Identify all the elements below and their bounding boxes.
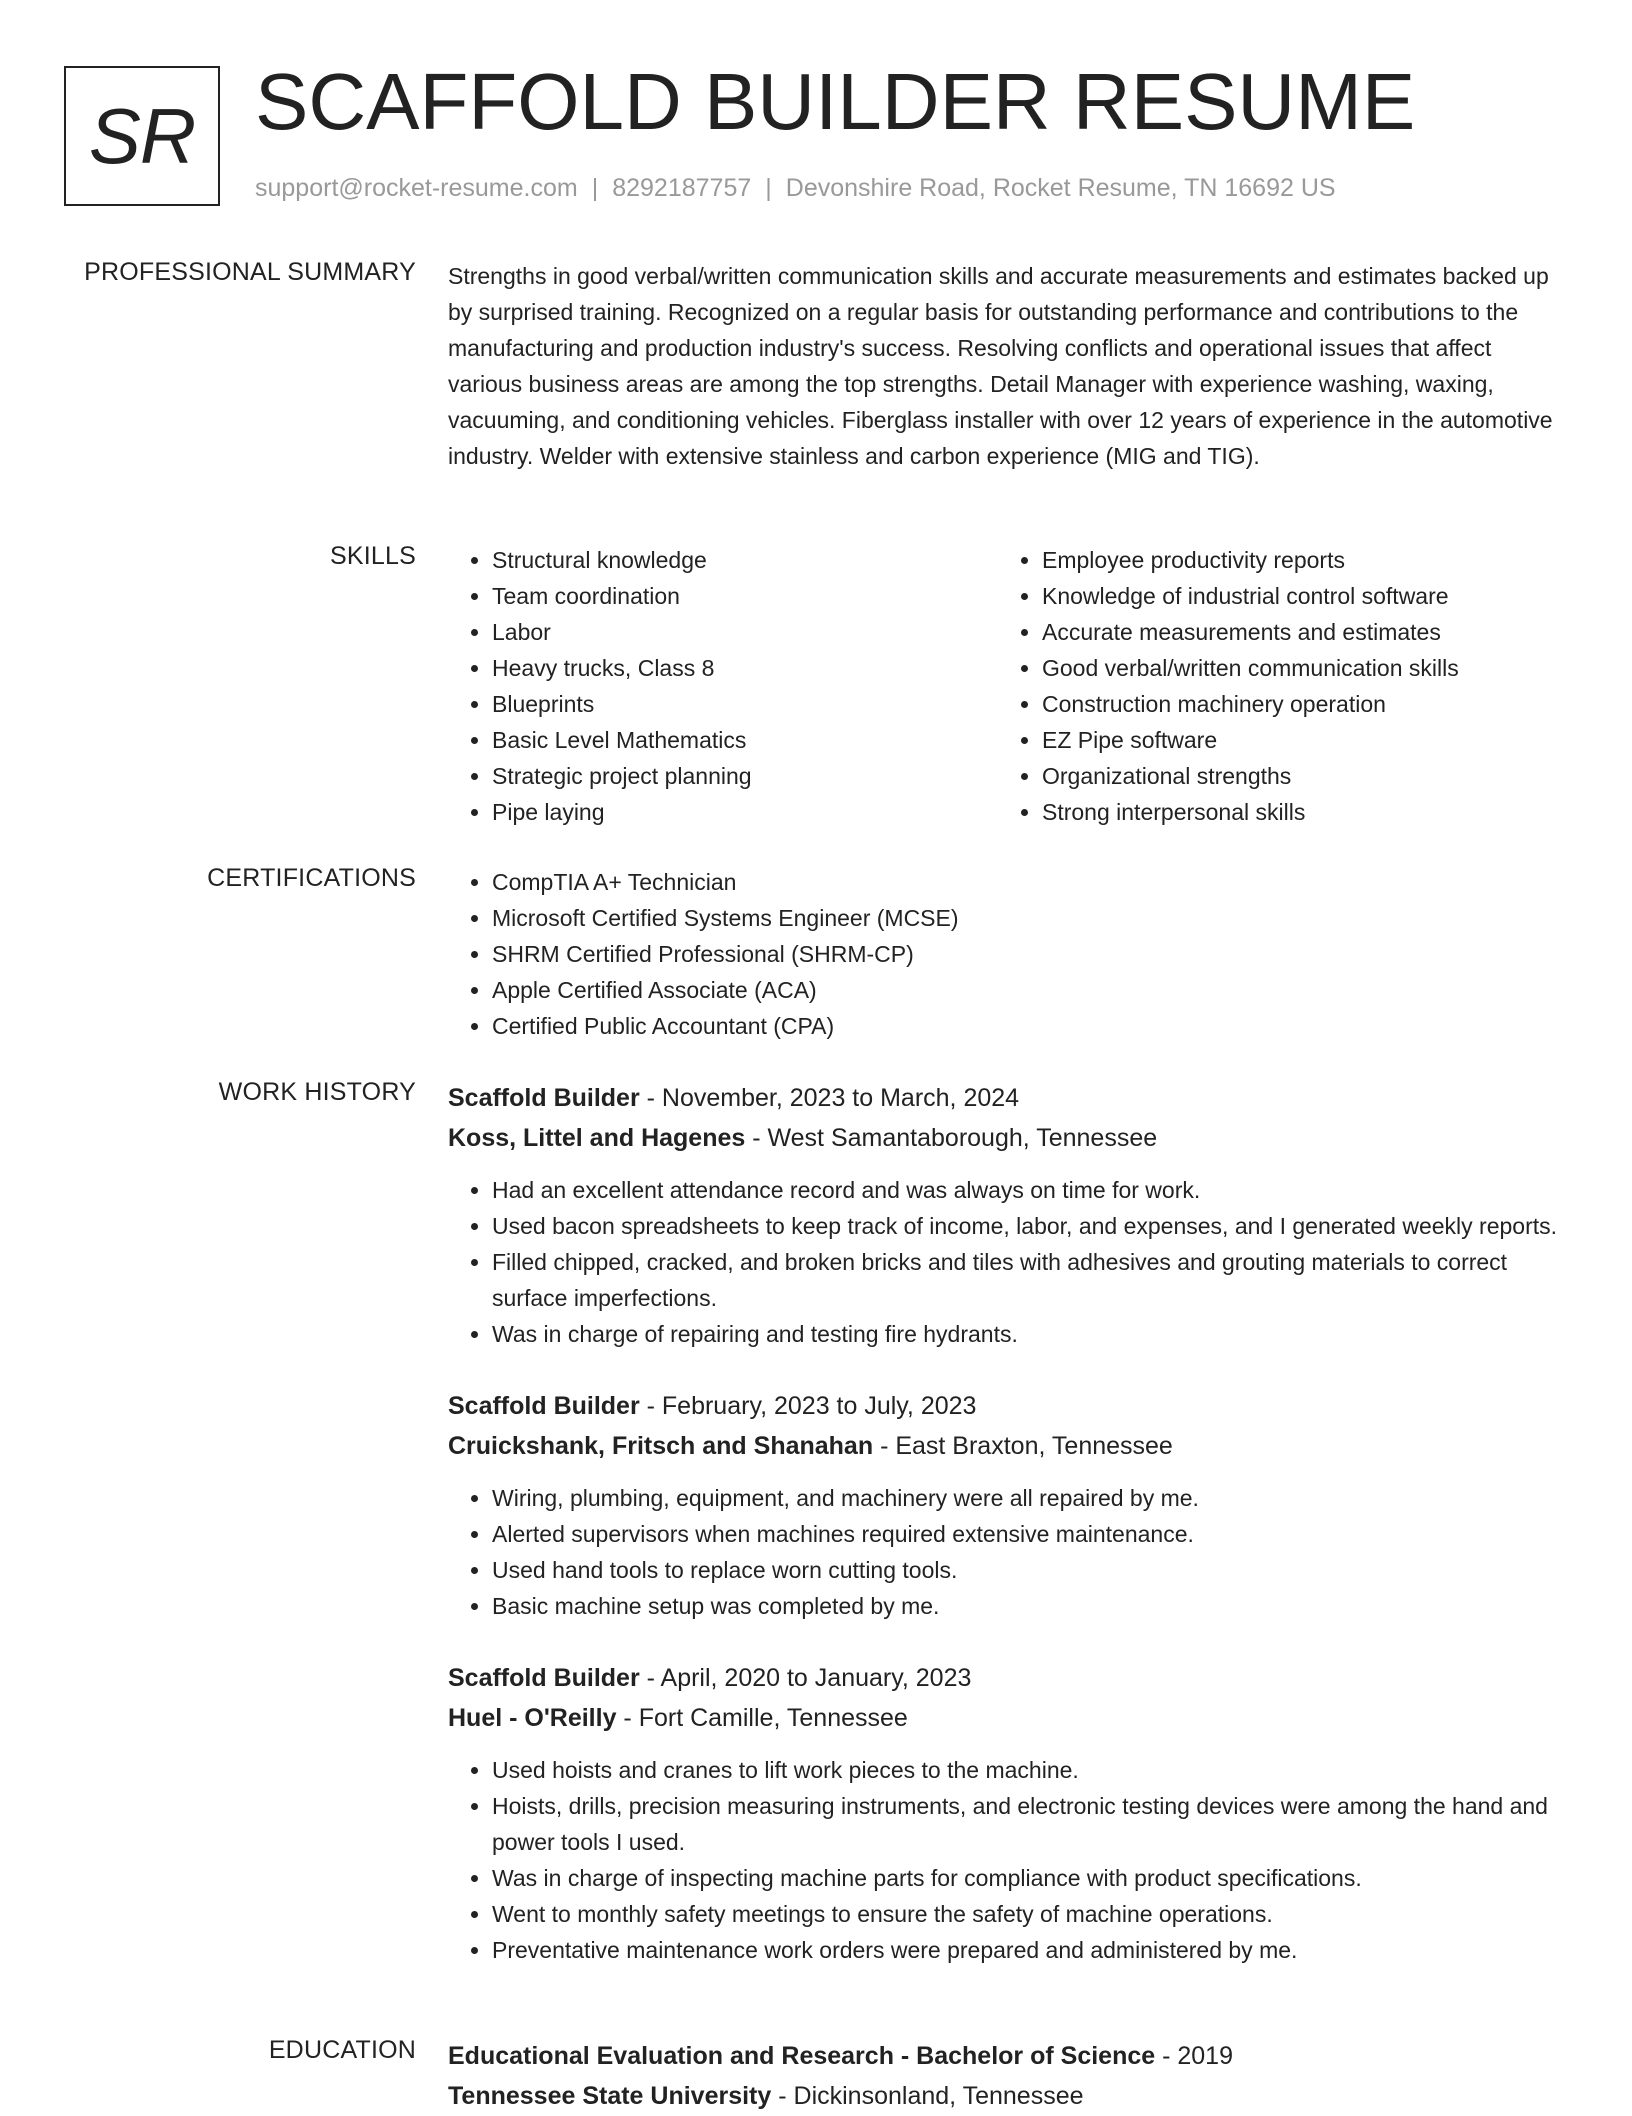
job-title: Scaffold Builder [448, 1392, 640, 1420]
skills-label: SKILLS [330, 542, 416, 570]
job-company: Cruickshank, Fritsch and Shanahan [448, 1432, 874, 1460]
job-title: Scaffold Builder [448, 1084, 640, 1112]
skill-item: • Knowledge of industrial control software [1042, 578, 1548, 614]
skill-item: • Accurate measurements and estimates [1042, 614, 1548, 650]
skill-item: • Strong interpersonal skills [1042, 794, 1548, 830]
contact-address: Devonshire Road, Rocket Resume, TN 16692 US [785, 174, 1336, 202]
certifications-body [448, 864, 1568, 1044]
work-history-body [448, 1078, 1568, 1968]
job-bullet: • Used hoists and cranes to lift work pieces to the machine. [492, 1752, 1568, 1788]
skill-item: • Organizational strengths [1042, 758, 1548, 794]
skill-item: • Team coordination [492, 578, 998, 614]
job-entry [448, 1078, 1568, 1352]
job-bullet: • Filled chipped, cracked, and broken bricks and tiles with adhesives and grouting materials to correct surface imperfections. [492, 1244, 1568, 1316]
certifications-label: CERTIFICATIONS [207, 864, 416, 892]
skill-item: • Good verbal/written communication skills [1042, 650, 1548, 686]
job-company-line [448, 1118, 1568, 1158]
job-title: Scaffold Builder [448, 1664, 640, 1692]
education-degree: Educational Evaluation and Research - Bachelor of Science [448, 2042, 1156, 2070]
resume-title: SCAFFOLD BUILDER RESUME [255, 57, 1416, 146]
summary-text: Strengths in good verbal/written communication skills and accurate measurements and estimates backed up by surprised training. Recognized on a regular basis for outstanding performance and contributions to the manufacturing and production industry's success. Resolving conflicts and operational issues that affect various business areas are among the top strengths. Detail Manager with experience washing, waxing, vacuuming, and conditioning vehicles. Fiberglass installer with over 12 years of experience in the automotive industry. Welder with extensive stainless and carbon experience (MIG and TIG). [448, 263, 1553, 469]
skill-item: • Construction machinery operation [1042, 686, 1548, 722]
skills-column-right [998, 542, 1548, 830]
education-school: Tennessee State University [448, 2082, 772, 2110]
work-history-label: WORK HISTORY [218, 1078, 416, 1106]
skill-item: • Employee productivity reports [1042, 542, 1548, 578]
skill-item: • Heavy trucks, Class 8 [492, 650, 998, 686]
education-school-line [448, 2076, 1568, 2116]
job-location: - East Braxton, Tennessee [873, 1432, 1173, 1460]
certification-item: • Apple Certified Associate (ACA) [492, 972, 1568, 1008]
skills-body [448, 542, 1568, 830]
skill-item: • Structural knowledge [492, 542, 998, 578]
job-bullet: • Used hand tools to replace worn cutting tools. [492, 1552, 1568, 1588]
certification-item: • Microsoft Certified Systems Engineer (MCSE) [492, 900, 1568, 936]
job-bullet: • Hoists, drills, precision measuring instruments, and electronic testing devices were among the hand and power tools I used. [492, 1788, 1568, 1860]
job-bullet: • Basic machine setup was completed by me. [492, 1588, 1568, 1624]
summary-body [448, 258, 1568, 474]
certification-item: • CompTIA A+ Technician [492, 864, 1568, 900]
skill-item: • Blueprints [492, 686, 998, 722]
job-bullet: • Went to monthly safety meetings to ensure the safety of machine operations. [492, 1896, 1568, 1932]
education-degree-line [448, 2036, 1568, 2076]
job-bullet: • Used bacon spreadsheets to keep track of income, labor, and expenses, and I generated weekly reports. [492, 1208, 1568, 1244]
skill-item: • Strategic project planning [492, 758, 998, 794]
job-bullet: • Wiring, plumbing, equipment, and machinery were all repaired by me. [492, 1480, 1568, 1516]
certification-item: • SHRM Certified Professional (SHRM-CP) [492, 936, 1568, 972]
education-label: EDUCATION [268, 2036, 416, 2064]
job-bullet: • Preventative maintenance work orders were prepared and administered by me. [492, 1932, 1568, 1968]
contact-phone: 8292187757 [612, 174, 752, 202]
job-bullet: • Was in charge of inspecting machine parts for compliance with product specifications. [492, 1860, 1568, 1896]
job-bullet: • Had an excellent attendance record and was always on time for work. [492, 1172, 1568, 1208]
skills-column-left [448, 542, 998, 830]
monogram-text: SR [88, 91, 196, 180]
job-location: - Fort Camille, Tennessee [616, 1704, 908, 1732]
summary-label: PROFESSIONAL SUMMARY [84, 258, 416, 286]
job-entry [448, 1386, 1568, 1624]
job-location: - West Samantaborough, Tennessee [745, 1124, 1158, 1152]
certification-item: • Certified Public Accountant (CPA) [492, 1008, 1568, 1044]
job-company-line [448, 1698, 1568, 1738]
job-bullet: • Alerted supervisors when machines required extensive maintenance. [492, 1516, 1568, 1552]
job-company-line [448, 1426, 1568, 1466]
monogram-logo [64, 66, 220, 206]
education-location: - Dickinsonland, Tennessee [771, 2082, 1084, 2110]
job-title-line [448, 1078, 1568, 1118]
contact-separator: | [591, 174, 599, 202]
job-entry [448, 1658, 1568, 1968]
education-year: - 2019 [1155, 2042, 1233, 2070]
job-dates: - November, 2023 to March, 2024 [639, 1084, 1020, 1112]
contact-email: support@rocket-resume.com [255, 174, 578, 202]
job-company: Huel - O'Reilly [448, 1704, 617, 1732]
skill-item: • Labor [492, 614, 998, 650]
job-dates: - April, 2020 to January, 2023 [639, 1664, 972, 1692]
job-dates: - February, 2023 to July, 2023 [639, 1392, 977, 1420]
skill-item: • EZ Pipe software [1042, 722, 1548, 758]
skill-item: • Basic Level Mathematics [492, 722, 998, 758]
skill-item: • Pipe laying [492, 794, 998, 830]
education-body [448, 2036, 1568, 2116]
contact-separator: | [765, 174, 772, 202]
job-company: Koss, Littel and Hagenes [448, 1124, 746, 1152]
job-bullet: • Was in charge of repairing and testing fire hydrants. [492, 1316, 1568, 1352]
job-title-line [448, 1658, 1568, 1698]
contact-line [255, 174, 1336, 203]
job-title-line [448, 1386, 1568, 1426]
